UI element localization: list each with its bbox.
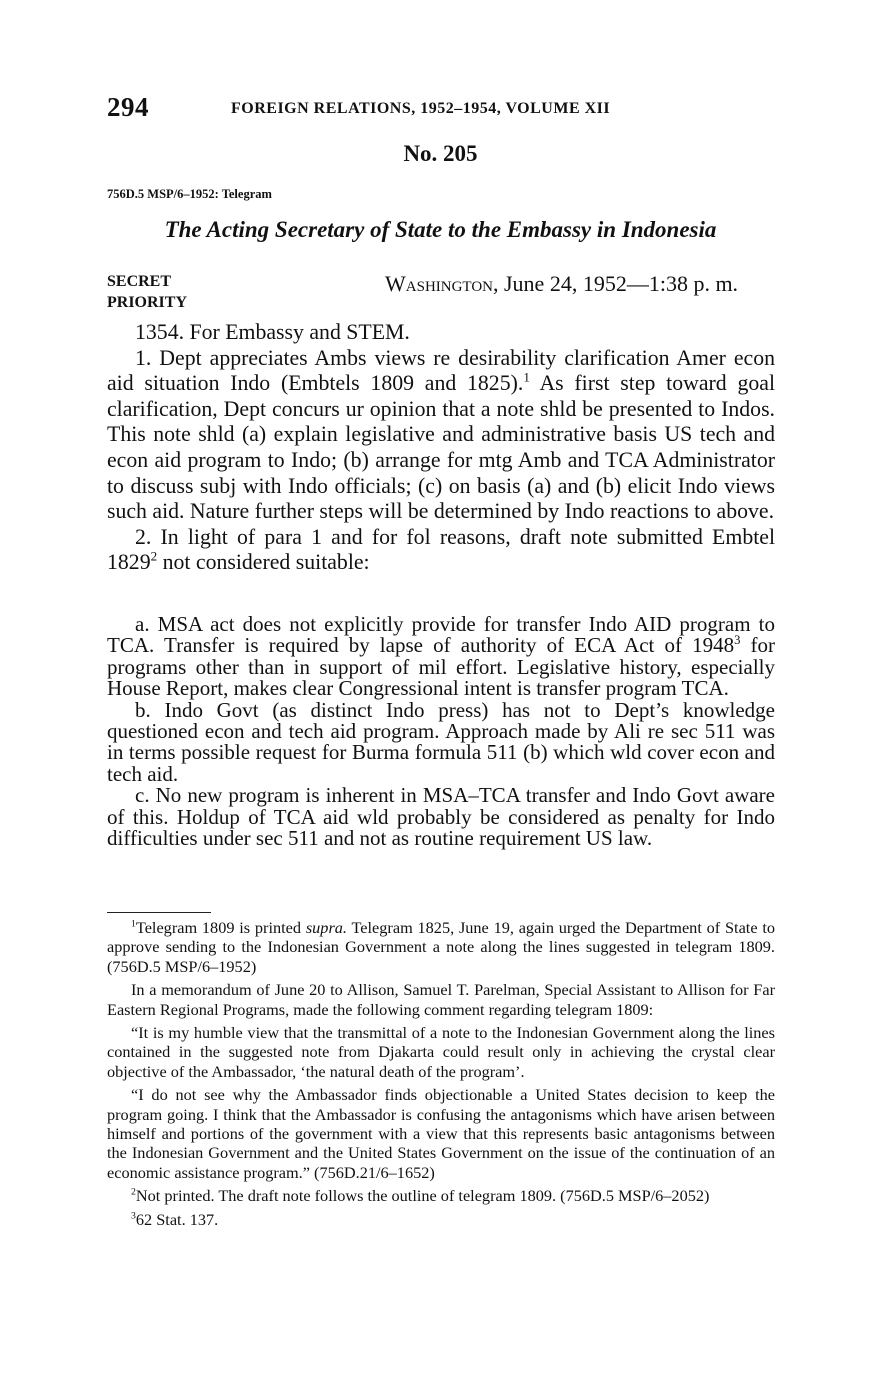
list-item-text: c. No new program is inherent in MSA–TCA transfer and Indo Govt aware of this. Holdup of TCA aid wld probably be considered as penalty for Indo difficulties under sec 511 and not as routine requirement US law. (107, 783, 775, 851)
footnote-divider (107, 912, 211, 913)
classification-label: SECRET (107, 273, 172, 290)
dateline-date: June 24, 1952—1:38 p. m. (504, 271, 739, 296)
footnote-ref: 3 (734, 633, 741, 648)
footnote-mark: 3 (131, 1210, 136, 1222)
footnote-text: 62 Stat. 137. (135, 1209, 219, 1229)
footnotes (107, 918, 775, 1233)
footnote-1-continuation: In a memorandum of June 20 to Allison, Samuel T. Parelman, Special Assistant to Allison for Far Eastern Regional Programs, made the following comment regarding telegram 1809: (107, 980, 775, 1019)
list-item-text: for programs other than in support of mil effort. Legislative history, especially House Report, makes clear Congressional intent is transfer program TCA. (107, 633, 775, 701)
reasons-list (107, 614, 775, 849)
footnote-1 (107, 918, 775, 976)
footnote-text: Telegram 1809 is printed (135, 918, 306, 937)
running-title: FOREIGN RELATIONS, 1952–1954, VOLUME XII (231, 100, 611, 117)
paragraph-text: 1354. For Embassy and STEM. (135, 320, 410, 344)
footnote-ref: 2 (150, 549, 158, 565)
footnote-text: Not printed. The draft note follows the outline of telegram 1809. (756D.5 MSP/6–2052) (135, 1186, 710, 1206)
footnote-mark: 2 (131, 1186, 136, 1198)
paragraph-text: 1. Dept appreciates Ambs views re desirability clarification Amer econ aid situation Indo (Embtels 1809 and 1825). (107, 345, 775, 396)
footnote-ref: 1 (523, 369, 530, 385)
document-number: No. 205 (403, 141, 478, 166)
document-title: The Acting Secretary of State to the Embassy in Indonesia (164, 217, 717, 242)
paragraph-text: 2. In light of para 1 and for fol reasons, draft note submitted Embtel 1829 (107, 524, 775, 575)
dateline-place: Washington, (385, 271, 499, 296)
list-item (107, 614, 775, 700)
footnote-3 (107, 1210, 775, 1229)
footnote-text: Telegram 1825, June 19, again urged the Department of State to approve sending to the Indonesian Government a note along the lines suggested in telegram 1809. (756D.5 MSP/6–1952) (107, 918, 775, 976)
page-number: 294 (107, 92, 149, 122)
list-item-text: a. MSA act does not explicitly provide for transfer Indo AID program to TCA. Transfer is required by lapse of authority of ECA Act of 1948 (107, 612, 775, 658)
footnote-mark: 1 (131, 918, 136, 930)
source-citation: 756D.5 MSP/6–1952: Telegram (107, 187, 272, 201)
telegram-body (107, 320, 775, 576)
body-paragraph (107, 346, 775, 525)
paragraph-text: As first step toward goal clarification, Dept concurs ur opinion that a note shld be presented to Indos. This note shld (a) explain legislative and administrative basis US tech and econ aid program to Indo; (b) arrange for mtg Amb and TCA Administrator to discuss subj with Indo officials; (c) on basis (a) and (b) elicit Indo views such aid. Nature further steps will be determined by Indo reactions to above. (107, 371, 776, 524)
dateline (385, 271, 738, 297)
footnote-text: supra. (305, 918, 347, 937)
footnote-1-quote: “It is my humble view that the transmittal of a note to the Indonesian Government along the lines contained in the suggested note from Djakarta could result only in achieving the crystal clear objective of the Ambassador, ‘the natural death of the program’. (107, 1023, 775, 1081)
list-item (107, 697, 775, 786)
body-paragraph (107, 320, 775, 346)
paragraph-text: not considered suitable: (157, 550, 370, 575)
list-item-text: b. Indo Govt (as distinct Indo press) has not to Dept’s knowledge questioned econ and tech aid program. Approach made by Ali re sec 511 was in terms possible request for Burma formula 511 (b) which wld cover econ and tech aid. (107, 697, 775, 786)
precedence-label: PRIORITY (107, 294, 188, 311)
body-paragraph (107, 525, 775, 576)
footnote-2 (107, 1186, 775, 1205)
footnote-1-quote: “I do not see why the Ambassador finds objectionable a United States decision to keep the program going. I think that the Ambassador is confusing the antagonisms which have arisen between himself and portions of the government with a view that this represents basic antagonisms between the Indonesian Government and the United States Government on the issue of the continuation of an economic assistance program.” (756D.21/6–1652) (107, 1085, 775, 1182)
list-item (107, 785, 775, 849)
